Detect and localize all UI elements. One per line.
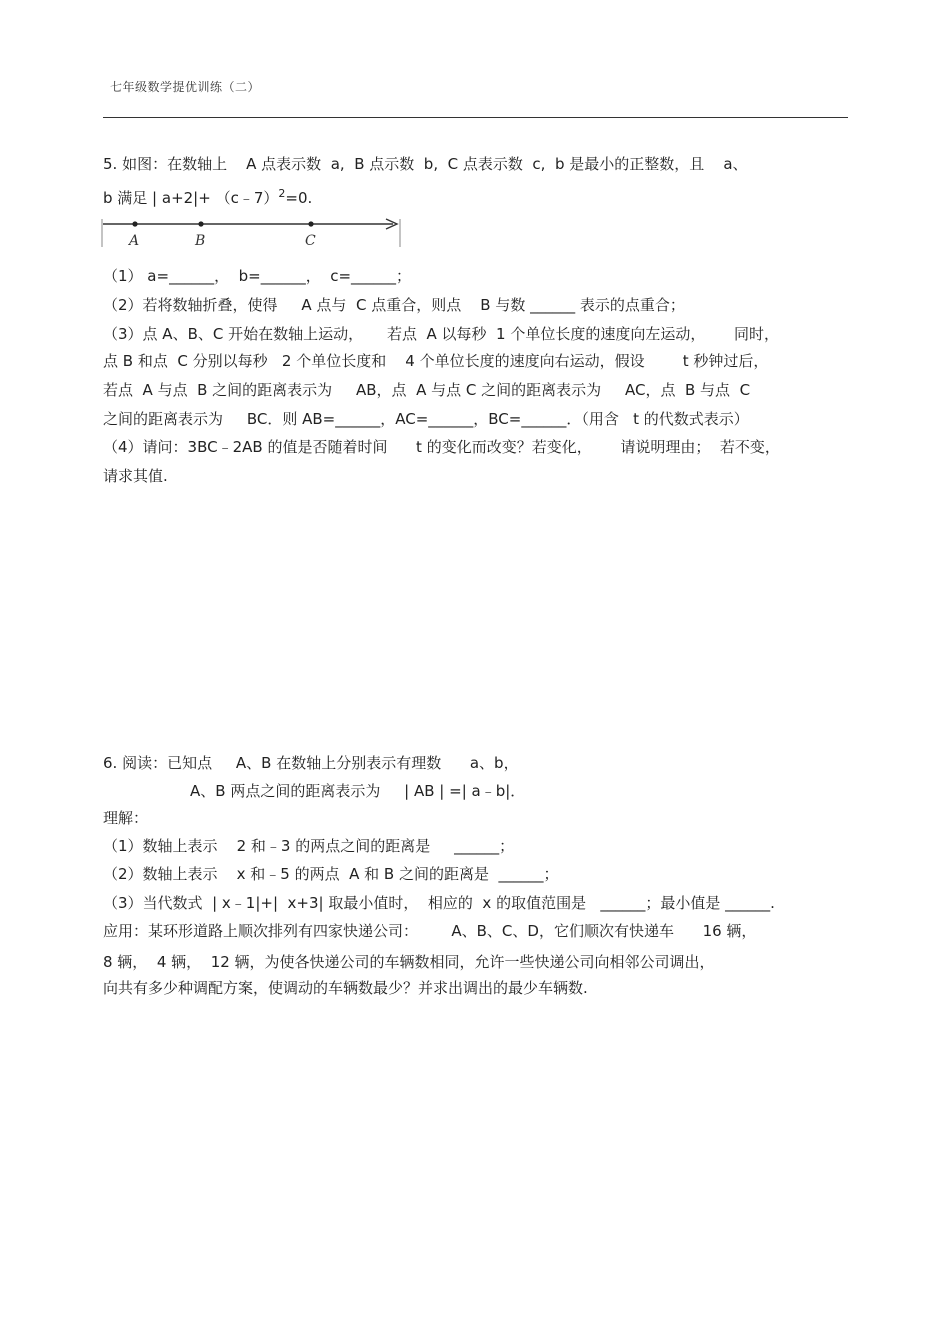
point-a-dot bbox=[132, 221, 137, 226]
q5-equation: b 满足 | a+2|+ （c﹣7） bbox=[103, 189, 279, 207]
q5-part-3-line-1: （3）点 A、B、C 开始在数轴上运动， 若点 A 以每秒 1 个单位长度的速度向左运动， 同时， bbox=[103, 325, 779, 343]
point-b-label: B bbox=[195, 233, 206, 249]
point-c-dot bbox=[308, 221, 313, 226]
point-a-label: A bbox=[129, 233, 140, 249]
point-c-label: C bbox=[305, 233, 316, 249]
number-line-figure bbox=[101, 216, 403, 250]
q5-part-4-line-1: （4）请问：3BC﹣2AB 的值是否随着时间 t 的变化而改变？若变化， 请说明理由； 若不变， bbox=[103, 438, 780, 456]
q6-application-line-3: 向共有多少种调配方案，使调动的车辆数最少？并求出调出的最少车辆数. bbox=[103, 979, 588, 997]
q5-exponent: 2 bbox=[278, 187, 286, 200]
q6-intro: 6. 阅读：已知点 A、B 在数轴上分别表示有理数 a、b， bbox=[103, 754, 519, 772]
q5-line-2 bbox=[103, 184, 312, 208]
point-b-dot bbox=[198, 221, 203, 226]
header-divider bbox=[103, 117, 848, 118]
q6-application-line-2: 8 辆， 4 辆， 12 辆，为使各快递公司的车辆数相同，允许一些快递公司向相邻公司调出， bbox=[103, 953, 715, 971]
q5-part-4-line-2: 请求其值. bbox=[103, 467, 168, 485]
q5-part-1: （1） a=______， b=______， c=______； bbox=[103, 267, 412, 285]
q5-line-1: 5. 如图：在数轴上 A 点表示数 a, B 点示数 b, C 点表示数 c, b 是最小的正整数，且 a、 bbox=[103, 155, 748, 173]
q5-part-3-line-2: 点 B 和点 C 分别以每秒 2 个单位长度和 4 个单位长度的速度向右运动，假设 t 秒钟过后， bbox=[103, 352, 769, 370]
q6-part-3: （3）当代数式 | x﹣1|+| x+3| 取最小值时， 相应的 x 的取值范围是 ______；最小值是 ______. bbox=[103, 894, 775, 912]
q5-part-3-line-3: 若点 A 与点 B 之间的距离表示为 AB，点 A 与点 C 之间的距离表示为 AC，点 B 与点 C bbox=[103, 381, 751, 399]
q5-equation-end: =0. bbox=[285, 189, 313, 207]
q5-part-3-line-4: 之间的距离表示为 BC．则 AB=______，AC=______，BC=______．（用含 t 的代数式表示） bbox=[103, 410, 749, 428]
page-header: 七年级数学提优训练（二） bbox=[110, 80, 261, 94]
q6-part-2: （2）数轴上表示 x 和﹣5 的两点 A 和 B 之间的距离是 ______； bbox=[103, 865, 559, 883]
q6-part-1: （1）数轴上表示 2 和﹣3 的两点之间的距离是 ______； bbox=[103, 837, 515, 855]
q6-understanding-heading: 理解： bbox=[103, 809, 149, 827]
q5-part-2: （2）若将数轴折叠，使得 A 点与 C 点重合，则点 B 与数 ______ 表示的点重合； bbox=[103, 296, 685, 314]
q6-distance-definition: A、B 两点之间的距离表示为 | AB | =| a﹣b|． bbox=[190, 782, 526, 800]
q6-application-line-1: 应用：某环形道路上顺次排列有四家快递公司： A、B、C、D，它们顺次有快递车 16 辆， bbox=[103, 922, 757, 940]
